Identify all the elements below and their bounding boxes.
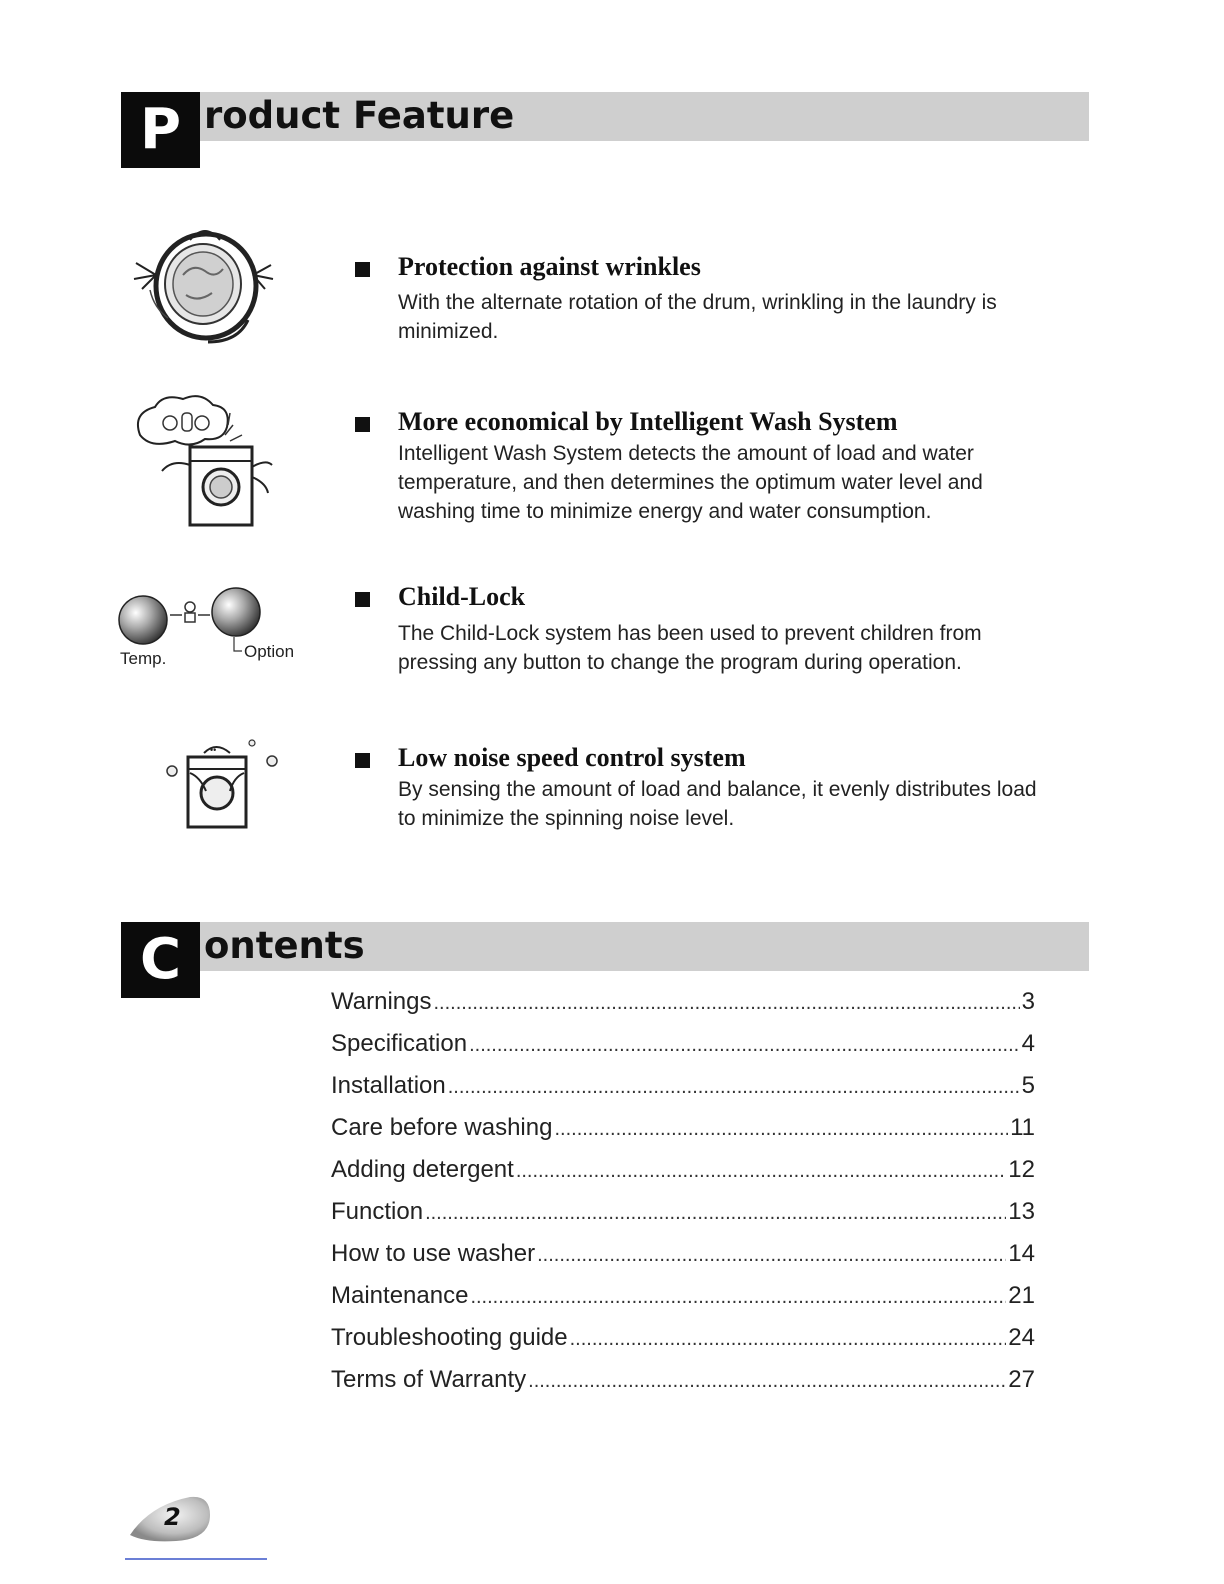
page-number: 2	[164, 1503, 181, 1531]
table-of-contents	[331, 988, 1035, 1408]
toc-entry-page: 11	[1010, 1114, 1035, 1141]
feature-description: The Child-Lock system has been used to prevent children from pressing any button to change the program during operation.	[398, 622, 982, 674]
toc-entry	[331, 1240, 1035, 1282]
toc-entry-label: Terms of Warranty	[331, 1366, 527, 1393]
toc-entry-label: Maintenance	[331, 1282, 469, 1309]
feature-title: Child-Lock	[398, 582, 526, 611]
toc-entry	[331, 1366, 1035, 1408]
dot-leader	[425, 1202, 1006, 1225]
toc-entry-label: Installation	[331, 1072, 446, 1099]
footer-rule	[125, 1558, 267, 1560]
toc-entry-page: 3	[1021, 988, 1035, 1015]
toc-entry-label: Function	[331, 1198, 424, 1225]
contents-header	[121, 922, 1089, 998]
dot-leader	[448, 1076, 1020, 1099]
toc-entry-page: 27	[1008, 1366, 1035, 1393]
bullet-icon	[355, 417, 370, 432]
feature-description: With the alternate rotation of the drum, wrinkling in the laundry is minimized.	[398, 291, 997, 343]
toc-entry-page: 14	[1008, 1240, 1035, 1267]
dot-leader	[554, 1118, 1008, 1141]
bullet-icon	[355, 592, 370, 607]
toc-entry-label: Care before washing	[331, 1114, 553, 1141]
dot-leader	[528, 1370, 1006, 1393]
toc-entry	[331, 1114, 1035, 1156]
header-initial-letter: P	[121, 92, 200, 168]
toc-entry-label: Warnings	[331, 988, 432, 1015]
toc-entry-label: How to use washer	[331, 1240, 536, 1267]
toc-entry-label: Troubleshooting guide	[331, 1324, 568, 1351]
toc-entry	[331, 1282, 1035, 1324]
quiet-washer-illustration	[160, 733, 285, 833]
dot-leader	[537, 1244, 1006, 1267]
header-initial-letter: C	[121, 922, 200, 998]
feature-title: Protection against wrinkles	[398, 252, 701, 281]
section-title: ontents	[204, 924, 365, 967]
toc-entry-page: 5	[1021, 1072, 1035, 1099]
toc-entry-label: Specification	[331, 1030, 468, 1057]
page-number-badge	[128, 1495, 213, 1543]
toc-entry-page: 24	[1008, 1324, 1035, 1351]
dot-leader	[433, 992, 1019, 1015]
toc-entry-page: 21	[1008, 1282, 1035, 1309]
thinking-washer-illustration	[130, 395, 280, 530]
child-lock-buttons-illustration	[116, 585, 296, 675]
feature-title: More economical by Intelligent Wash System	[398, 407, 898, 436]
product-feature-header	[121, 92, 1089, 168]
feature-description: Intelligent Wash System detects the amount of load and water temperature, and then determines the optimum water level and washing time to minimize energy and water consumption.	[398, 442, 983, 523]
svg-text:••: ••	[200, 230, 208, 241]
toc-entry	[331, 1156, 1035, 1198]
washer-drum-rotation-illustration	[128, 220, 278, 345]
toc-entry	[331, 1030, 1035, 1072]
dot-leader	[570, 1328, 1007, 1351]
temp-label: Temp.	[120, 649, 167, 668]
toc-entry-page: 4	[1021, 1030, 1035, 1057]
section-title: roduct Feature	[204, 94, 515, 137]
toc-entry-label: Adding detergent	[331, 1156, 514, 1183]
svg-text:••: ••	[210, 745, 217, 755]
toc-entry	[331, 1072, 1035, 1114]
toc-entry-page: 12	[1008, 1156, 1035, 1183]
dot-leader	[516, 1160, 1006, 1183]
dot-leader	[469, 1034, 1020, 1057]
toc-entry	[331, 988, 1035, 1030]
toc-entry	[331, 1324, 1035, 1366]
feature-description: By sensing the amount of load and balance, it evenly distributes load to minimize the spinning noise level.	[398, 778, 1037, 830]
bullet-icon	[355, 262, 370, 277]
bullet-icon	[355, 753, 370, 768]
option-label: Option	[244, 642, 295, 661]
toc-entry	[331, 1198, 1035, 1240]
toc-entry-page: 13	[1008, 1198, 1035, 1225]
dot-leader	[470, 1286, 1006, 1309]
feature-title: Low noise speed control system	[398, 743, 746, 772]
